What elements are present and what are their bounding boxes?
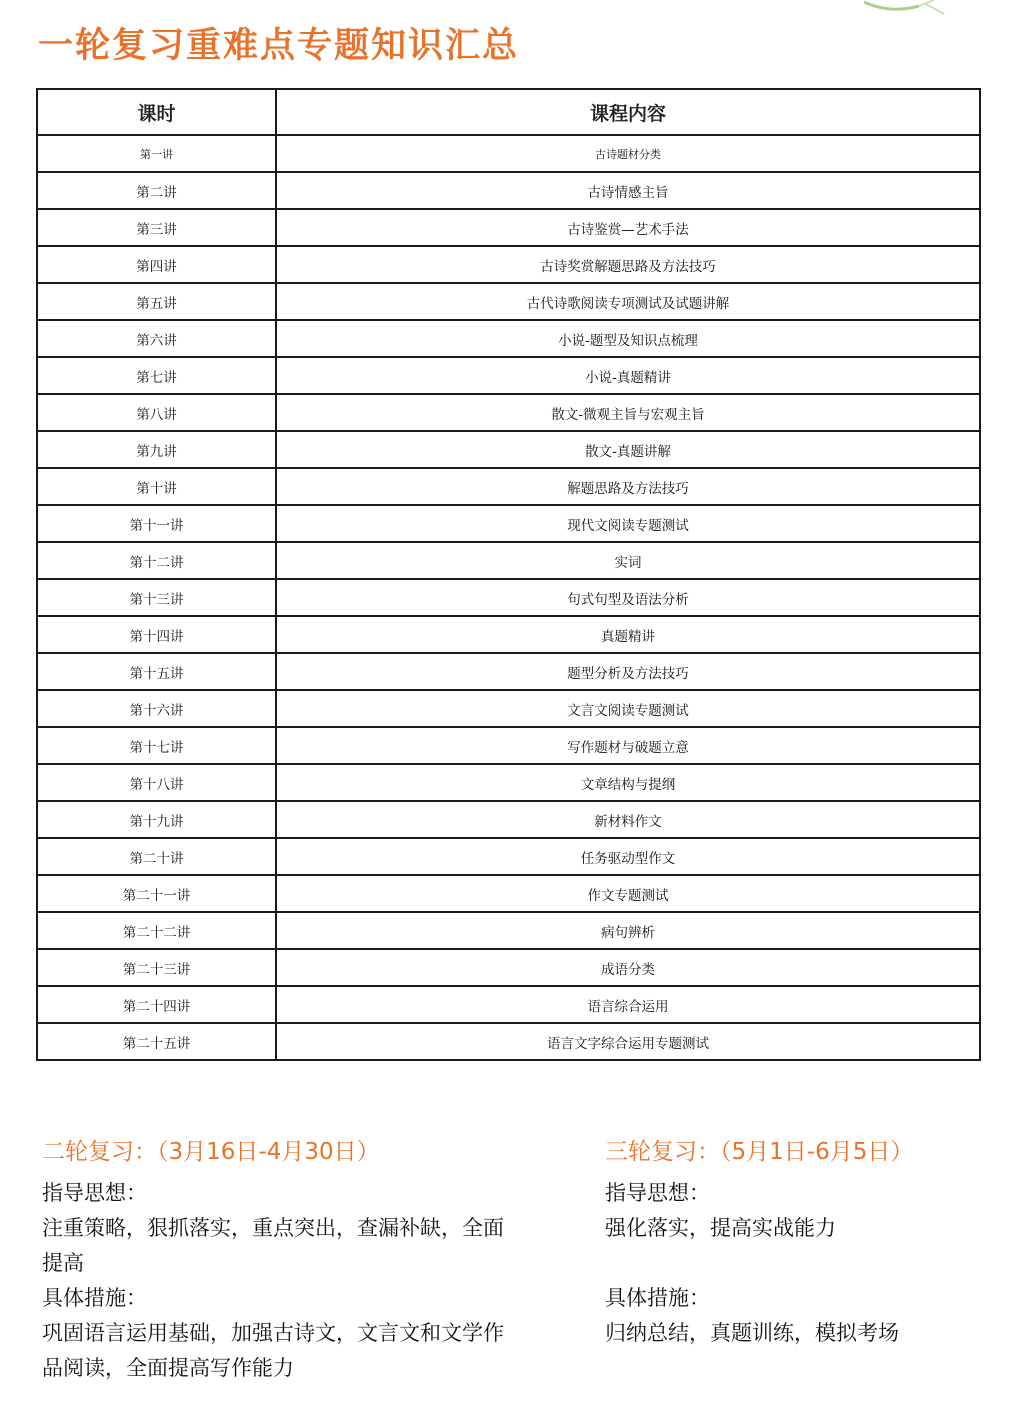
lesson-cell: 第二十讲 (37, 838, 276, 875)
course-schedule-table (36, 88, 981, 1061)
lesson-cell: 第十六讲 (37, 690, 276, 727)
round3-measures-label: 具体措施： (605, 1286, 710, 1310)
round2-heading: 二轮复习：（3月16日-4月30日） (42, 1139, 380, 1165)
round2-measures-line: 巩固语言运用基础，加强古诗文，文言文和文学作 (42, 1321, 504, 1345)
table-body (37, 135, 980, 1060)
round2-guide-label: 指导思想： (42, 1181, 147, 1205)
content-cell: 句式句型及语法分析 (276, 579, 980, 616)
content-cell: 小说-题型及知识点梳理 (276, 320, 980, 357)
round2-guide-line: 提高 (42, 1251, 84, 1275)
round2-measures-label: 具体措施： (42, 1286, 147, 1310)
content-cell: 散文-微观主旨与宏观主旨 (276, 394, 980, 431)
table-row (37, 357, 980, 394)
table-row (37, 949, 980, 986)
content-cell: 实词 (276, 542, 980, 579)
content-cell: 真题精讲 (276, 616, 980, 653)
lesson-cell: 第二十一讲 (37, 875, 276, 912)
table-row (37, 283, 980, 320)
content-cell: 任务驱动型作文 (276, 838, 980, 875)
lesson-cell: 第二讲 (37, 172, 276, 209)
content-cell: 语言文字综合运用专题测试 (276, 1023, 980, 1060)
lesson-cell: 第十讲 (37, 468, 276, 505)
table-row (37, 727, 980, 764)
content-cell: 古代诗歌阅读专项测试及试题讲解 (276, 283, 980, 320)
round3-section (605, 1133, 995, 1351)
lesson-cell: 第二十二讲 (37, 912, 276, 949)
table-row (37, 1023, 980, 1060)
lesson-cell: 第十二讲 (37, 542, 276, 579)
lesson-cell: 第十七讲 (37, 727, 276, 764)
table-row (37, 616, 980, 653)
table-row (37, 320, 980, 357)
table-row (37, 690, 980, 727)
lesson-cell: 第五讲 (37, 283, 276, 320)
content-cell: 古诗鉴赏—艺术手法 (276, 209, 980, 246)
table-row (37, 838, 980, 875)
table-header-row (37, 89, 980, 135)
table-row (37, 394, 980, 431)
content-cell: 病句辨析 (276, 912, 980, 949)
table-row (37, 542, 980, 579)
table-row (37, 579, 980, 616)
content-cell: 古诗奖赏解题思路及方法技巧 (276, 246, 980, 283)
table-row (37, 986, 980, 1023)
content-cell: 题型分析及方法技巧 (276, 653, 980, 690)
table-row (37, 912, 980, 949)
leaf-decoration-icon (864, 0, 954, 18)
content-cell: 新材料作文 (276, 801, 980, 838)
lesson-cell: 第六讲 (37, 320, 276, 357)
lesson-cell: 第十九讲 (37, 801, 276, 838)
round2-measures-line: 品阅读，全面提高写作能力 (42, 1356, 294, 1380)
content-cell: 作文专题测试 (276, 875, 980, 912)
table-row (37, 431, 980, 468)
lesson-cell: 第三讲 (37, 209, 276, 246)
content-cell: 写作题材与破题立意 (276, 727, 980, 764)
content-cell: 小说-真题精讲 (276, 357, 980, 394)
content-cell: 解题思路及方法技巧 (276, 468, 980, 505)
table-row (37, 209, 980, 246)
table-row (37, 172, 980, 209)
content-cell: 成语分类 (276, 949, 980, 986)
lesson-cell: 第一讲 (37, 135, 276, 172)
lesson-cell: 第八讲 (37, 394, 276, 431)
lesson-cell: 第二十四讲 (37, 986, 276, 1023)
content-cell: 古诗题材分类 (276, 135, 980, 172)
lesson-cell: 第四讲 (37, 246, 276, 283)
table-row (37, 246, 980, 283)
lesson-cell: 第七讲 (37, 357, 276, 394)
lesson-cell: 第十一讲 (37, 505, 276, 542)
table-row (37, 653, 980, 690)
table-row (37, 801, 980, 838)
lesson-cell: 第二十三讲 (37, 949, 276, 986)
lesson-cell: 第十五讲 (37, 653, 276, 690)
lesson-cell: 第九讲 (37, 431, 276, 468)
round3-measures-line: 归纳总结，真题训练，模拟考场 (605, 1321, 899, 1345)
table-row (37, 505, 980, 542)
column-header-lesson: 课时 (37, 89, 276, 135)
lesson-cell: 第十四讲 (37, 616, 276, 653)
round2-section (42, 1133, 572, 1386)
table-row (37, 875, 980, 912)
lesson-cell: 第十三讲 (37, 579, 276, 616)
table-row (37, 764, 980, 801)
content-cell: 文章结构与提纲 (276, 764, 980, 801)
table-row (37, 468, 980, 505)
content-cell: 语言综合运用 (276, 986, 980, 1023)
content-cell: 散文-真题讲解 (276, 431, 980, 468)
table-row (37, 135, 980, 172)
round3-heading: 三轮复习：（5月1日-6月5日） (605, 1139, 914, 1165)
lesson-cell: 第十八讲 (37, 764, 276, 801)
page-title: 一轮复习重难点专题知识汇总 (38, 26, 520, 66)
column-header-content: 课程内容 (276, 89, 980, 135)
content-cell: 古诗情感主旨 (276, 172, 980, 209)
content-cell: 现代文阅读专题测试 (276, 505, 980, 542)
round2-guide-line: 注重策略，狠抓落实，重点突出，查漏补缺，全面 (42, 1216, 504, 1240)
content-cell: 文言文阅读专题测试 (276, 690, 980, 727)
lesson-cell: 第二十五讲 (37, 1023, 276, 1060)
round3-guide-label: 指导思想： (605, 1181, 710, 1205)
round3-guide-line: 强化落实，提高实战能力 (605, 1216, 836, 1240)
